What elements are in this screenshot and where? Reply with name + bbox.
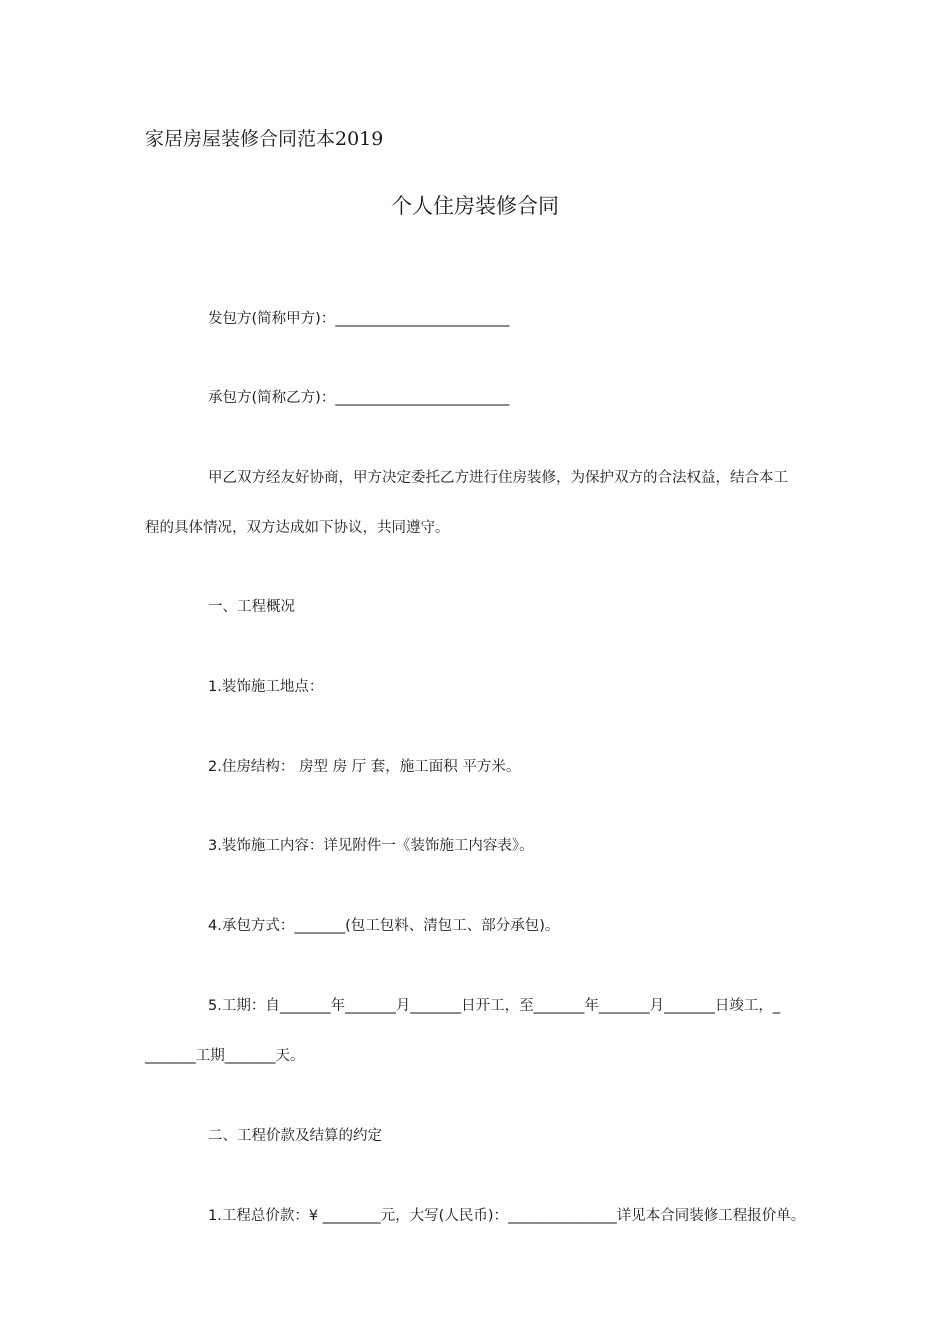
document-title: 个人住房装修合同 xyxy=(391,194,559,218)
section-1-item-1: 1.装饰施工地点： xyxy=(208,679,324,695)
section-1-heading: 一、工程概况 xyxy=(208,599,295,615)
section-1-item-4: 4.承包方式：_______(包工包料、清包工、部分承包)。 xyxy=(208,918,560,934)
section-1-item-5-line-1: 5.工期：自_______年_______月_______日开工，至_______年_______月_______日竣工，_ xyxy=(208,998,781,1014)
section-1-item-2: 2.住房结构： 房型 房 厅 套，施工面积 平方米。 xyxy=(208,759,521,775)
party-b-line: 承包方(简称乙方)：________________________ xyxy=(208,390,510,406)
preamble-line-2: 程的具体情况，双方达成如下协议，共同遵守。 xyxy=(145,520,450,536)
section-2-heading: 二、工程价款及结算的约定 xyxy=(208,1128,382,1144)
preamble-line-1: 甲乙双方经友好协商，甲方决定委托乙方进行住房装修，为保护双方的合法权益，结合本工 xyxy=(208,470,788,486)
document-header: 家居房屋装修合同范本2019 xyxy=(145,128,384,150)
party-a-line: 发包方(简称甲方)：________________________ xyxy=(208,311,510,327)
section-1-item-5-line-2: _______工期_______天。 xyxy=(145,1048,305,1064)
section-1-item-3: 3.装饰施工内容：详见附件一《装饰施工内容表》。 xyxy=(208,838,534,854)
section-2-item-1: 1.工程总价款：¥ ________元，大写(人民币)：_______________详见本合同装修工程报价单。 xyxy=(208,1208,806,1224)
